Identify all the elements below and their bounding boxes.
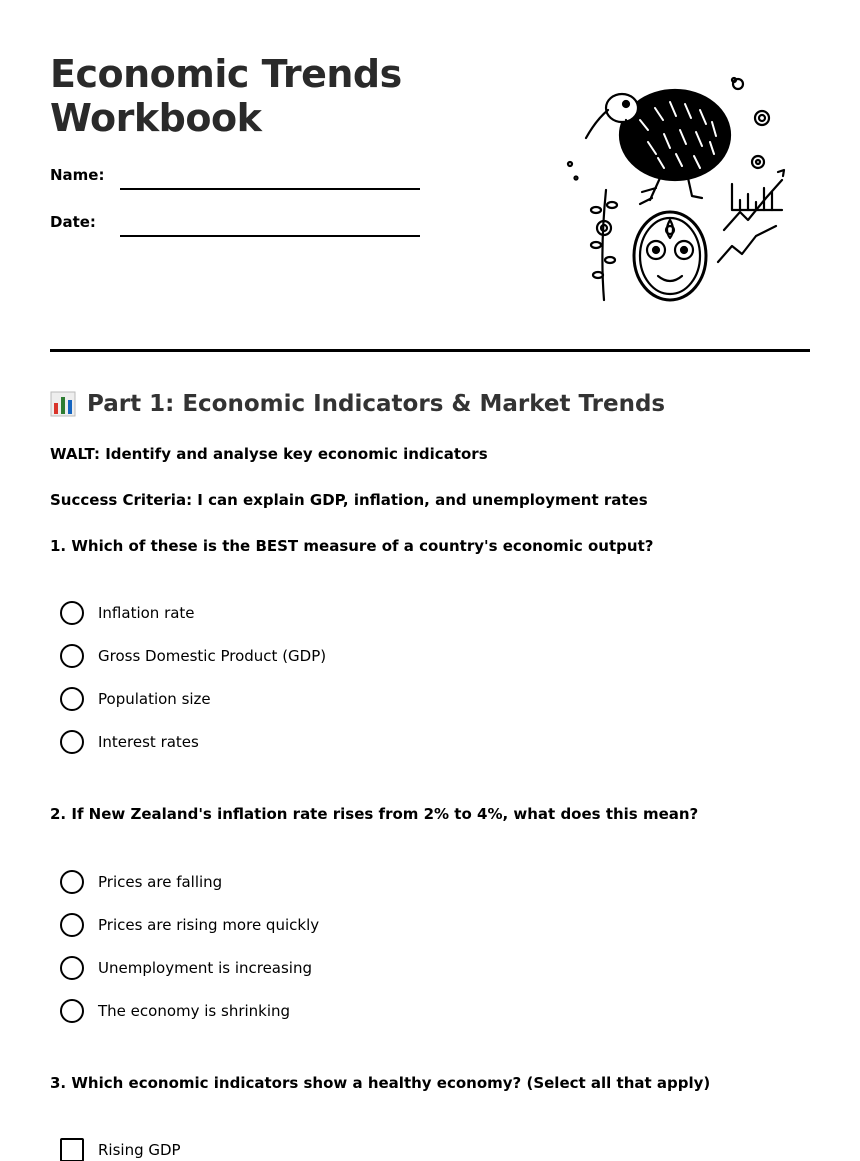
name-label: Name: [50, 166, 105, 184]
question-2: 2. If New Zealand's inflation rate rises from 2% to 4%, what does this mean? [50, 805, 699, 823]
question-3-option[interactable] [60, 1137, 181, 1161]
radio-button[interactable] [60, 913, 84, 937]
question-1-option[interactable] [60, 643, 326, 669]
name-field-row [50, 164, 430, 194]
success-criteria-text: Success Criteria: I can explain GDP, inflation, and unemployment rates [50, 491, 648, 509]
question-3: 3. Which economic indicators show a healthy economy? (Select all that apply) [50, 1074, 711, 1092]
option-label: The economy is shrinking [98, 1002, 291, 1020]
radio-button[interactable] [60, 730, 84, 754]
option-label: Population size [98, 690, 211, 708]
date-label: Date: [50, 213, 96, 231]
date-field-row [50, 211, 430, 241]
kiwi-illustration-icon [560, 70, 800, 310]
option-label: Inflation rate [98, 604, 195, 622]
checkbox[interactable] [60, 1138, 84, 1161]
bar-chart-icon [50, 391, 76, 417]
section-heading [50, 386, 665, 422]
radio-button[interactable] [60, 644, 84, 668]
option-label: Rising GDP [98, 1141, 181, 1159]
option-label: Prices are falling [98, 873, 223, 891]
question-2-option[interactable] [60, 955, 312, 981]
section-divider [50, 349, 810, 352]
option-label: Prices are rising more quickly [98, 916, 320, 934]
option-label: Interest rates [98, 733, 199, 751]
name-write-line[interactable] [120, 188, 420, 190]
option-label: Gross Domestic Product (GDP) [98, 647, 327, 665]
section-heading-text: Part 1: Economic Indicators & Market Trends [87, 391, 666, 417]
radio-button[interactable] [60, 956, 84, 980]
question-1-option[interactable] [60, 600, 195, 626]
question-2-option[interactable] [60, 912, 319, 938]
option-label: Unemployment is increasing [98, 959, 313, 977]
question-1-option[interactable] [60, 686, 211, 712]
question-2-option[interactable] [60, 998, 290, 1024]
page-title: Economic Trends Workbook [50, 52, 402, 140]
radio-button[interactable] [60, 601, 84, 625]
question-2-option[interactable] [60, 869, 222, 895]
radio-button[interactable] [60, 999, 84, 1023]
question-1-option[interactable] [60, 729, 199, 755]
walt-text: WALT: Identify and analyse key economic indicators [50, 445, 488, 463]
radio-button[interactable] [60, 687, 84, 711]
radio-button[interactable] [60, 870, 84, 894]
date-write-line[interactable] [120, 235, 420, 237]
question-1: 1. Which of these is the BEST measure of a country's economic output? [50, 537, 654, 555]
